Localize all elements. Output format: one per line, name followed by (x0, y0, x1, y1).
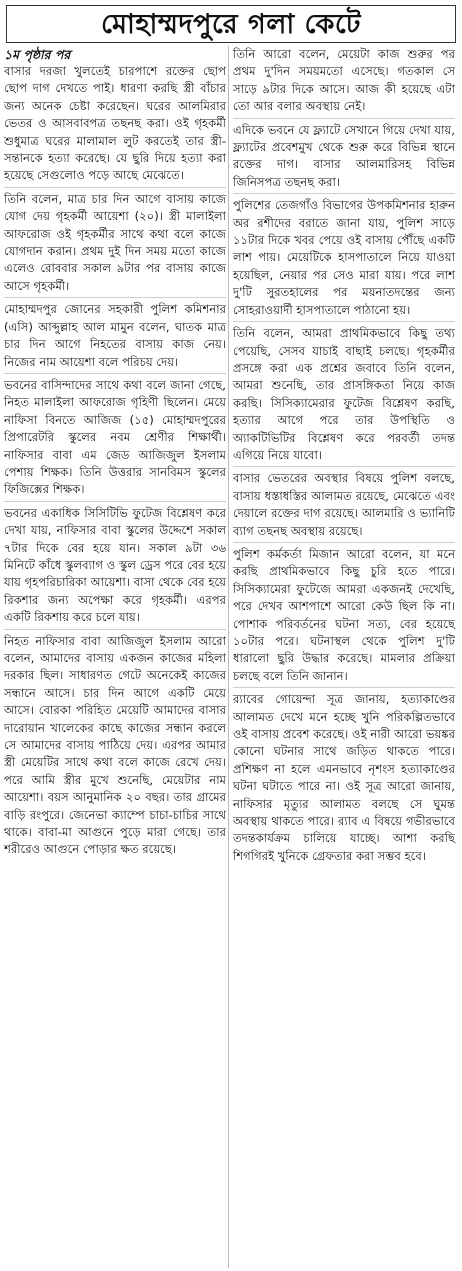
continued-from-label: ১ম পৃষ্ঠার পর (4, 47, 71, 62)
paragraph: পুলিশ কর্মকর্তা মিজান আরো বলেন, যা মনে করছি প্রাথমিকভাবে কিছু চুরি হতে পারে। সিসিক্যামেরা ফুটেজে আমরা একজনই দেখেছি, পরে দেখব আশপাশে আরো কেউ ছিল কি না। পোশাক পরিবর্তনের ঘটনা সত্য, বের হয়েছে ১০টার পরে। ঘটনাস্থল থেকে পুলিশ দু'টি ধারালো ছুরি উদ্ধার করেছে। মামলার প্রক্রিয়া চলছে বলে তিনি জানান। (233, 546, 455, 688)
column-divider (228, 46, 229, 1268)
paragraph: পুলিশের তেজগাঁও বিভাগের উপকমিশনার হারুন অর রশীদের বরাতে জানা যায়, পুলিশ সাড়ে ১১টার দিকে খবর পেয়ে ওই বাসায় পৌঁছে একটি লাশ পায়। মেয়েটিকে হাসপাতালে নিয়ে যাওয়া হয়েছিল, নেয়ার পর সেও মারা যায়। পরে লাশ দু'টি সুরতহালের পর ময়নাতদন্তের জন্য সোহরাওয়ার্দী হাসপাতালে পাঠানো হয়। (233, 197, 455, 322)
article-right-column (233, 46, 455, 870)
paragraph: ভবনের একাধিক সিসিটিভি ফুটেজ বিশ্লেষণ করে দেখা যায়, নাফিসার বাবা স্কুলের উদ্দেশে সকাল ৭টার দিকে বের হয়ে যান। সকাল ৯টা ৩৬ মিনিটে কাঁধে স্কুলব্যাগ ও স্কুল ড্রেস পরে বের হয়ে যায় গৃহপরিচারিকা আয়েশা। বাসা থেকে বের হয়ে রিকশার জন্য অপেক্ষা করে গৃহকর্মী। এরপর একটি রিকশায় করে চলে যায়। (4, 505, 226, 630)
article-left-column (4, 46, 226, 864)
paragraph: মোহাম্মদপুর জোনের সহকারী পুলিশ কমিশনার (এসি) আব্দুল্লাহ আল মামুন বলেন, ঘাতক মাত্র চার দিন আগে নিহতের বাসায় কাজ নেয়। নিজের নাম আয়েশা বলে পরিচয় দেয়। (4, 301, 226, 374)
paragraph: র‍্যাবের গোয়েন্দা সূত্র জানায়, হত্যাকাণ্ডের আলামত দেখে মনে হচ্ছে খুনি পরিকল্পিতভাবে ওই বাসায় প্রবেশ করেছে। ওই নারী আরো ভয়ঙ্কর কোনো ঘটনার সাথে জড়িত থাকতে পারে। প্রশিক্ষণ না হলে এমনভাবে নৃশংস হত্যাকাণ্ডের ঘটনা ঘটাতে পারে না। ওই সূত্র আরো জানায়, নাফিসার মৃত্যুর আলামত বলছে সে ঘুমন্ত অবস্থায় থাকতে পারে। র‍্যাব এ বিষয়ে গভীরভাবে তদন্তকার্যক্রম চালিয়ে যাচ্ছে। আশা করছি শিগগিরই খুনিকে গ্রেফতার করা সম্ভব হবে। (233, 692, 455, 863)
paragraph: তিনি বলেন, আমরা প্রাথমিকভাবে কিছু তথ্য পেয়েছি, সেসব যাচাই বাছাই চলছে। গৃহকর্মীর প্রসঙ্গে করা এক প্রশ্নের জবাবে তিনি বলেন, আমরা শুনেছি, তার প্রাসঙ্গিকতা নিয়ে কাজ করছি। সিসিক্যামেরার ফুটেজ বিশ্লেষণ করছি, হত্যার আগে পরে তার উপস্থিতি ও অ্যাকটিভিটির বিশ্লেষণ করে পরবর্তী তদন্ত এগিয়ে নিয়ে যাবো। (233, 325, 455, 467)
paragraph: এদিকে ভবনে যে ফ্ল্যাটে সেখানে গিয়ে দেখা যায়, ফ্ল্যাটের প্রবেশমুখ থেকে শুরু করে বিভিন্ন স্থানে রক্তের দাগ। বাসার আলমারিসহ বিভিন্ন জিনিসপত্র তছনছ করা। (233, 122, 455, 195)
paragraph: তিনি আরো বলেন, মেয়েটা কাজ শুরুর পর প্রথম দু'দিন সময়মতো এসেছে। গতকাল সে সাড়ে ৯টার দিকে আসে। আজ কী হয়েছে এটা তো আর বলার অবস্থায় নেই। (233, 46, 455, 119)
paragraph: নিহত নাফিসার বাবা আজিজুল ইসলাম আরো বলেন, আমাদের বাসায় একজন কাজের মহিলা দরকার ছিল। সাধারণত গেটে অনেকেই কাজের সন্ধানে আসে। চার দিন আগে একটি মেয়ে আসে। বোরকা পরিহিত মেয়েটি আমাদের বাসার দারোয়ান খালেকের কাছে কাজের সন্ধান করলে সে আমাদের বাসায় পাঠিয়ে দেয়। এরপর আমার স্ত্রী মেয়েটির সাথে কথা বলে কাজে রেখে দেয়। পরে আমি স্ত্রীর মুখে শুনেছি, মেয়েটার নাম আয়েশা। বয়স আনুমানিক ২০ বছর। তার গ্রামের বাড়ি রংপুরে। জেনেভা ক্যাম্পে চাচা-চাচির সাথে থাকে। বাবা-মা আগুনে পুড়ে মারা গেছে। তার শরীরেও আগুনে পোড়ার ক্ষত রয়েছে। (4, 633, 226, 857)
paragraph: বাসার ভেতরের অবস্থার বিষয়ে পুলিশ বলছে, বাসায় ধস্তাধস্তির আলামত রয়েছে, মেঝেতে এবং দেয়ালে রক্তের দাগ রয়েছে। আলমারি ও ভ্যানিটি ব্যাগ তছনছ অবস্থায় রয়েছে। (233, 470, 455, 543)
paragraph: ভবনের বাসিন্দাদের সাথে কথা বলে জানা গেছে, নিহত মালাইলা আফরোজ গৃহিণী ছিলেন। মেয়ে নাফিসা বিনতে আজিজ (১৫) মোহাম্মদপুরের প্রিপারেটরি স্কুলের নবম শ্রেণীর শিক্ষার্থী। নাফিসার বাবা এম জেড আজিজুল ইসলাম পেশায় শিক্ষক। তিনি উত্তরার সানবিমস স্কুলের ফিজিক্সের শিক্ষক। (4, 377, 226, 502)
paragraph: বাসার দরজা খুলতেই চারপাশে রক্তের ছোপ ছোপ দাগ দেখতে পাই। ধারণা করছি স্ত্রী বাঁচার জন্য অনেক চেষ্টা করেছেন। ঘরের আলমিরার ভেতর ও আসবাবপত্র তছনছ করা। ওই গৃহকর্মী শুধুমাত্র ঘরের মালামাল লুট করতেই তার স্ত্রী-সন্তানকে হত্যা করেছে। যে ছুরি দিয়ে হত্যা করা হয়েছে সেগুলোও পড়ে আছে মেঝেতে। (4, 63, 226, 188)
paragraph: তিনি বলেন, মাত্র চার দিন আগে বাসায় কাজে যোগ দেয় গৃহকর্মী আয়েশা (২০)। স্ত্রী মালাইলা আফরোজ ওই গৃহকর্মীর সাথে কথা বলে কাজে যোগদান করান। প্রথম দুই দিন সময় মতো কাজে এলেও রোববার সকাল ৯টার পর বাসায় কাজে আসে গৃহকর্মী। (4, 191, 226, 298)
article-headline: মোহাম্মদপুরে গলা কেটে (6, 5, 456, 43)
